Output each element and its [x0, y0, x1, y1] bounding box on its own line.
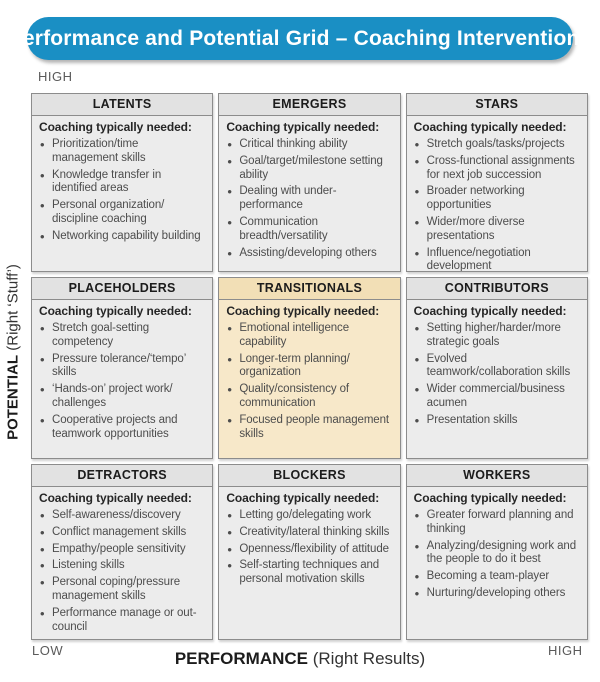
performance-potential-grid — [31, 93, 588, 640]
cell-stars — [406, 93, 588, 272]
bullet-list-placeholders — [39, 322, 207, 441]
bullet-item: • Wider commercial/business acumen — [414, 383, 582, 411]
bullet-item: • Longer-term planning/ organization — [226, 353, 394, 381]
cell-body-placeholders — [32, 300, 212, 458]
x-axis-high-label: HIGH — [548, 643, 583, 658]
coaching-label: Coaching typically needed: — [226, 304, 380, 318]
cell-body-transitionals — [219, 300, 399, 458]
bullet-list-emergers — [226, 138, 394, 260]
bullet-list-latents — [39, 138, 207, 244]
coaching-label: Coaching typically needed: — [226, 120, 380, 134]
coaching-label: Coaching typically needed: — [39, 120, 192, 134]
bullet-item: • Listening skills — [39, 559, 207, 573]
bullet-item: • Presentation skills — [414, 414, 582, 428]
bullet-item: • Influence/negotiation development — [414, 247, 582, 271]
cell-header-workers: WORKERS — [407, 465, 587, 487]
cell-body-workers — [407, 487, 587, 639]
cell-header-latents: LATENTS — [32, 94, 212, 116]
cell-body-blockers — [219, 487, 399, 639]
bullet-item: • Nurturing/developing others — [414, 587, 582, 601]
bullet-item: • Prioritization/time management skills — [39, 138, 207, 166]
bullet-item: • Pressure tolerance/‘tempo’ skills — [39, 353, 207, 381]
bullet-item: • Empathy/people sensitivity — [39, 543, 207, 557]
bullet-item: • Becoming a team-player — [414, 570, 582, 584]
cell-detractors — [31, 464, 213, 640]
cell-emergers — [218, 93, 400, 272]
cell-body-emergers — [219, 116, 399, 271]
cell-header-contributors: CONTRIBUTORS — [407, 278, 587, 300]
bullet-item: • Stretch goals/tasks/projects — [414, 138, 582, 152]
cell-header-emergers: EMERGERS — [219, 94, 399, 116]
bullet-item: • Greater forward planning and thinking — [414, 509, 582, 537]
bullet-item: • Broader networking opportunities — [414, 185, 582, 213]
cell-header-detractors: DETRACTORS — [32, 465, 212, 487]
bullet-item: • Emotional intelligence capability — [226, 322, 394, 350]
bullet-item: • Communication breadth/versatility — [226, 216, 394, 244]
bullet-item: • Stretch goal-setting competency — [39, 322, 207, 350]
bullet-item: • Performance manage or out-council — [39, 607, 207, 635]
coaching-label: Coaching typically needed: — [413, 304, 567, 318]
bullet-item: • Focused people management skills — [226, 414, 394, 442]
cell-placeholders — [31, 277, 213, 459]
bullet-item: • Networking capability building — [39, 230, 207, 244]
bullet-item: • Personal organization/ discipline coaching — [39, 199, 207, 227]
bullet-item: • Setting higher/harder/more strategic goals — [414, 322, 582, 350]
coaching-label: Coaching typically needed: — [413, 120, 567, 134]
cell-workers — [406, 464, 588, 640]
cell-header-transitionals: TRANSITIONALS — [219, 278, 399, 300]
bullet-item: • Critical thinking ability — [226, 138, 394, 152]
bullet-list-stars — [414, 138, 582, 271]
bullet-item: • Assisting/developing others — [226, 247, 394, 261]
y-axis-subtitle: (Right ‘Stuff’) — [4, 264, 22, 355]
cell-header-stars: STARS — [407, 94, 587, 116]
y-axis-high-label: HIGH — [38, 69, 73, 84]
bullet-item: • Quality/consistency of communication — [226, 383, 394, 411]
x-axis-subtitle: (Right Results) — [308, 649, 426, 668]
bullet-list-workers — [414, 509, 582, 601]
coaching-label: Coaching typically needed: — [413, 491, 567, 505]
x-axis-title: PERFORMANCE — [174, 649, 309, 668]
cell-contributors — [406, 277, 588, 459]
y-axis-title: POTENTIAL — [4, 354, 22, 440]
cell-transitionals — [218, 277, 400, 459]
page-title: Performance and Potential Grid – Coaching Interventions — [8, 26, 592, 50]
bullet-list-blockers — [226, 509, 394, 587]
cell-body-detractors — [32, 487, 212, 639]
bullet-list-detractors — [39, 509, 207, 634]
bullet-item: • Wider/more diverse presentations — [414, 216, 582, 244]
bullet-item: • Conflict management skills — [39, 526, 207, 540]
cell-blockers — [218, 464, 400, 640]
bullet-item: • Personal coping/pressure management skills — [39, 576, 207, 604]
bullet-item: • Self-awareness/discovery — [39, 509, 207, 523]
x-axis-low-label: LOW — [32, 643, 64, 658]
coaching-label: Coaching typically needed: — [39, 491, 192, 505]
bullet-item: • Cross-functional assignments for next job succession — [414, 155, 582, 183]
bullet-item: • Openness/flexibility of attitude — [226, 543, 394, 557]
bullet-item: • Goal/target/milestone setting ability — [226, 155, 394, 183]
bullet-item: • Analyzing/designing work and the people to do it best — [414, 540, 582, 568]
title-banner — [8, 17, 592, 60]
bullet-item: • Dealing with under-performance — [226, 185, 394, 213]
bullet-item: • ‘Hands-on’ project work/ challenges — [39, 383, 207, 411]
bullet-item: • Knowledge transfer in identified areas — [39, 169, 207, 197]
bullet-item: • Self-starting techniques and personal motivation skills — [226, 559, 394, 587]
cell-body-latents — [32, 116, 212, 271]
cell-header-blockers: BLOCKERS — [219, 465, 399, 487]
bullet-list-transitionals — [226, 322, 394, 441]
coaching-label: Coaching typically needed: — [226, 491, 380, 505]
bullet-list-contributors — [414, 322, 582, 428]
cell-header-placeholders: PLACEHOLDERS — [32, 278, 212, 300]
x-axis-label — [0, 649, 600, 669]
cell-body-contributors — [407, 300, 587, 458]
bullet-item: • Creativity/lateral thinking skills — [226, 526, 394, 540]
coaching-label: Coaching typically needed: — [39, 304, 192, 318]
bullet-item: • Cooperative projects and teamwork opportunities — [39, 414, 207, 442]
bullet-item: • Evolved teamwork/collaboration skills — [414, 353, 582, 381]
cell-body-stars — [407, 116, 587, 271]
bullet-item: • Letting go/delegating work — [226, 509, 394, 523]
cell-latents — [31, 93, 213, 272]
